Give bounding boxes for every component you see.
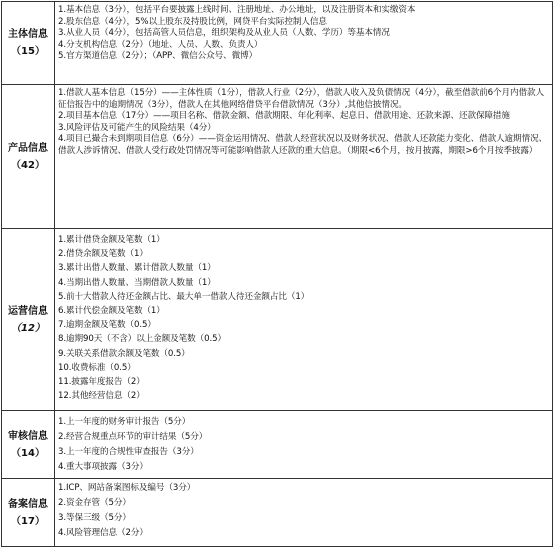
table-row [2, 2, 552, 84]
item-list [58, 88, 548, 158]
list-item: 2.借贷余额及笔数（1） [58, 249, 148, 260]
category-name: 运营信息 [8, 305, 48, 317]
disclosure-scoring-table [1, 1, 553, 547]
list-item: 1.基本信息（3分），包括平台要披露上线时间、注册地址、办公地址，以及注册资本和实缴资本 [58, 5, 416, 15]
list-item: 9.关联关系借款余额及笔数（0.5） [58, 348, 190, 359]
list-item: 4.当期出借人数量、当期借款人数量（1） [58, 277, 216, 288]
list-item: 2.项目基本信息（17分）——项目名称、借款金额、借款期限、年化利率、起息日、借款用途、还款来源、还款保障措施 [58, 111, 510, 122]
list-item: 2.资金存管（5分） [58, 498, 131, 508]
category-cell [2, 479, 55, 546]
list-item: 4.重大事项披露（3分） [58, 462, 148, 472]
category-name: 备案信息 [8, 498, 48, 510]
list-item: 3.从业人员（4分），包括高管人员信息，组织架构及从业人员（人数、学历）等基本情况 [58, 28, 390, 39]
list-item: 1.ICP、网站备案图标及编号（3分） [58, 483, 196, 493]
category-name: 审核信息 [8, 430, 48, 442]
category-cell [2, 85, 55, 228]
list-item: 3.上一年度的合规性审查报告（3分） [58, 447, 199, 457]
item-list [58, 5, 548, 63]
list-item: 4.分支机构信息（2分）（地址、人员、人数、负责人） [58, 39, 263, 50]
list-item: 2.经营合规重点环节的审计结果（5分） [58, 432, 208, 442]
category-cell [2, 229, 55, 410]
table-row [2, 410, 552, 478]
category-score: （15） [11, 46, 45, 57]
list-item: 3.累计出借人数量、累计借款人数量（1） [58, 263, 216, 274]
item-list [58, 415, 548, 475]
list-item: 1.累计借贷金额及笔数（1） [58, 235, 165, 245]
list-item: 3.等保三级（5分） [58, 513, 131, 523]
category-name: 主体信息 [8, 29, 48, 40]
category-score: （42） [11, 159, 45, 171]
list-item: 2.股东信息（4分），5%以上股东及持股比例，网贷平台实际控制人信息 [58, 16, 327, 27]
category-cell [2, 2, 55, 84]
list-item: 11.披露年度报告（2） [58, 377, 145, 388]
category-score: （14） [11, 447, 45, 459]
table-row [2, 478, 552, 546]
list-item: 12.其他经营信息（2） [58, 391, 145, 402]
item-list [58, 233, 548, 403]
table-row [2, 84, 552, 228]
list-item: 7.逾期金额及笔数（0.5） [58, 320, 156, 331]
category-score: （12） [11, 322, 45, 334]
table-row [2, 228, 552, 410]
list-item: 6.累计代偿金额及笔数（1） [58, 306, 165, 317]
category-cell [2, 411, 55, 478]
category-score: （17） [11, 515, 45, 527]
list-item: 5.官方渠道信息（2分）；（APP、微信公众号、微博） [58, 51, 258, 62]
list-item: 1.借款人基本信息（15分）——主体性质（1分），借款人行业（2分），借款人收入及负债情况（4分），截至借款前6个月内借款人征信报告中的逾期情况（3分），借款人在其他网络借贷平台借款情况（3分）,其他信披情况。 [58, 88, 544, 110]
list-item: 4.项目已撮合未到期项目信息（6分）——资金运用情况、借款人经营状况以及财务状况、借款人还款能力变化、借款人逾期情况、借款人涉诉情况、借款人受行政处罚情况等可能影响借款人还款的重大信息。（期限<6个月，按月披露，期限>6个月按季披露） [58, 134, 548, 156]
list-item: 1.上一年度的财务审计报告（5分） [58, 417, 191, 427]
item-list [58, 481, 548, 541]
category-name: 产品信息 [8, 142, 48, 154]
list-item: 10.收费标准（0.5） [58, 362, 136, 373]
list-item: 5.前十大借款人待还金额占比、最大单一借款人待还金额占比（1） [58, 291, 310, 302]
list-item: 4.风险管理信息（2分） [58, 528, 148, 538]
list-item: 8.逾期90天（不含）以上金额及笔数（0.5） [58, 334, 227, 345]
list-item: 3.风险评估及可能产生的风险结果（4分） [58, 122, 216, 133]
